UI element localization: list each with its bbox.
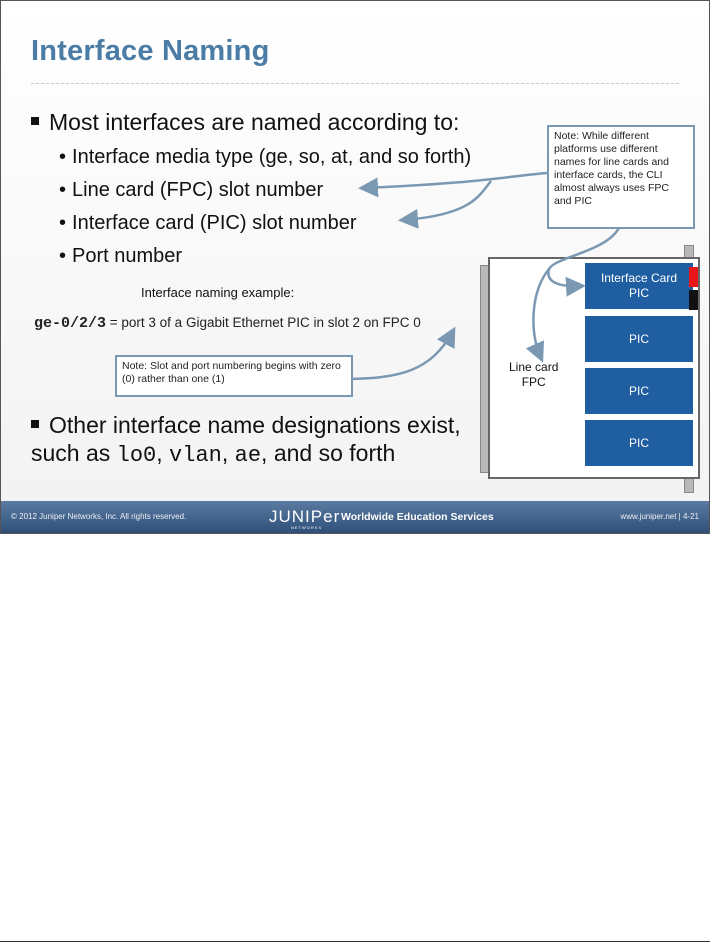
square-bullet-icon bbox=[31, 420, 39, 428]
example-code: ge-0/2/3 bbox=[34, 315, 107, 332]
copyright: © 2012 Juniper Networks, Inc. All rights reserved. bbox=[11, 512, 187, 521]
pic-slot-2: PIC bbox=[585, 316, 693, 362]
line-card-label: Line card FPC bbox=[509, 360, 559, 389]
sub-bullet-pic-slot: • Interface card (PIC) slot number bbox=[59, 212, 357, 234]
sub-bullet-media-type: • Interface media type (ge, so, at, and so forth) bbox=[59, 146, 472, 168]
interface-card-pic: Interface Card PIC bbox=[585, 263, 693, 309]
bullet-other-designations: Other interface name designations exist, such as lo0, vlan, ae, and so forth bbox=[31, 412, 461, 468]
education-services: Worldwide Education Services bbox=[341, 511, 494, 523]
pic-slot-4: PIC bbox=[585, 420, 693, 466]
dot-bullet-icon: • bbox=[59, 212, 67, 234]
dot-bullet-icon: • bbox=[59, 179, 67, 201]
footer bbox=[1, 501, 709, 533]
note-cli-naming: Note: While different platforms use different names for line cards and interface cards, the CLI almost always uses FPC and PIC bbox=[547, 125, 695, 229]
juniper-logo: JUNIPer bbox=[269, 507, 341, 526]
url-page-number: www.juniper.net | 4-21 bbox=[620, 512, 699, 521]
arrow-to-interface-card bbox=[548, 223, 621, 286]
sub-bullet-fpc-slot: • Line card (FPC) slot number bbox=[59, 179, 324, 201]
note-zero-numbering: Note: Slot and port numbering begins with zero (0) rather than one (1) bbox=[115, 355, 353, 397]
arrow-to-pic bbox=[403, 181, 491, 220]
example-text: = port 3 of a Gigabit Ethernet PIC in slot 2 on FPC 0 bbox=[106, 315, 421, 330]
arrow-to-line-card bbox=[533, 269, 549, 358]
arrow-to-fpc bbox=[363, 173, 547, 188]
page-bottom-rule bbox=[0, 941, 710, 942]
arrow-to-fpc-number bbox=[341, 331, 453, 379]
slide-title: Interface Naming bbox=[31, 35, 270, 67]
bullet-main-text: Most interfaces are named according to: bbox=[49, 109, 460, 135]
juniper-logo-sub: NETWORKS bbox=[291, 525, 323, 530]
dot-bullet-icon: • bbox=[59, 146, 67, 168]
sub-bullet-port: • Port number bbox=[59, 245, 183, 267]
pic-slot-3: PIC bbox=[585, 368, 693, 414]
dot-bullet-icon: • bbox=[59, 245, 67, 267]
example-label: Interface naming example: bbox=[141, 285, 295, 300]
